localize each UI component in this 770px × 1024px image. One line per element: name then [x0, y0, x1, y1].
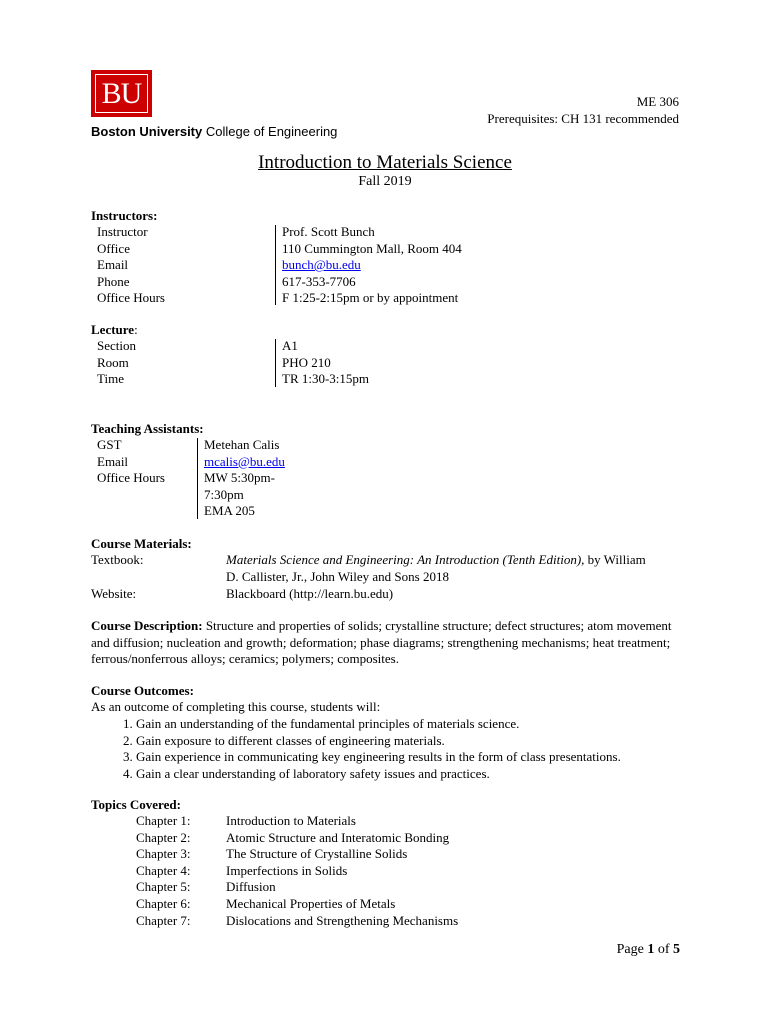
chapter-label: Chapter 7: [136, 912, 191, 928]
chapter-label: Chapter 2: [136, 829, 191, 845]
office-label: Office [97, 240, 130, 256]
outcome-item: 4. Gain a clear understanding of laboratory safety issues and practices. [136, 766, 681, 783]
room-label: Room [97, 354, 129, 370]
course-info [487, 93, 679, 127]
email-label: Email [97, 257, 129, 273]
chapter-label: Chapter 3: [136, 846, 191, 862]
divider [275, 225, 276, 305]
chapter-title: Imperfections in Solids [226, 862, 348, 878]
lecture-values [282, 338, 369, 388]
ta-email-label: Email [97, 453, 129, 469]
page-number [617, 942, 680, 958]
chapter-title: Mechanical Properties of Metals [226, 895, 396, 911]
outcomes-heading: Course Outcomes: [91, 683, 194, 698]
textbook-title: Materials Science and Engineering: An Introduction (Tenth Edition), [226, 552, 585, 567]
gst-label: GST [97, 437, 122, 452]
topics-heading: Topics Covered: [91, 797, 181, 812]
bu-logo [91, 70, 152, 117]
divider [197, 438, 198, 519]
textbook-label: Textbook: [91, 552, 144, 567]
outcome-item: 3. Gain experience in communicating key engineering results in the form of class presentations. [136, 749, 681, 766]
instructor-values [282, 224, 462, 307]
chapter-label: Chapter 1: [136, 813, 191, 828]
phone-label: Phone [97, 273, 130, 289]
course-code: ME 306 [636, 94, 679, 109]
college-label: College of Engineering [205, 124, 338, 139]
chapter-label: Chapter 6: [136, 895, 191, 911]
website-label: Website: [91, 586, 137, 601]
instructor-office: 110 Cummington Mall, Room 404 [282, 240, 462, 256]
textbook-line2: D. Callister, Jr., John Wiley and Sons 2018 [226, 569, 449, 584]
description-text: Structure and properties of solids; crystalline structure; defect structures; atom movement and diffusion; nucleation and growth; deformation; phase diagrams; strengthening mechanisms; heat treatment; ferrous/nonferrous alloys; ceramics; polymers; composites. [91, 618, 672, 667]
chapter-label: Chapter 5: [136, 879, 191, 895]
term: Fall 2019 [358, 174, 412, 189]
outcome-item: 1. Gain an understanding of the fundamental principles of materials science. [136, 716, 681, 733]
chapter-title: Dislocations and Strengthening Mechanisms [226, 912, 459, 928]
ta-heading: Teaching Assistants: [91, 421, 204, 436]
ta-name: Metehan Calis [204, 437, 280, 452]
lecture-time: TR 1:30-3:15pm [282, 371, 370, 387]
lecture-heading: Lecture [91, 322, 135, 337]
prerequisites: Prerequisites: CH 131 recommended [487, 111, 679, 126]
outcomes-list [91, 716, 681, 782]
office-hours-label: Office Hours [97, 290, 165, 306]
ta-hours-line1: MW 5:30pm- [204, 470, 275, 486]
chapter-title: Atomic Structure and Interatomic Bonding [226, 829, 450, 845]
chapter-title: Introduction to Materials [226, 813, 356, 828]
lecture-labels [97, 338, 136, 388]
instructor-email-link[interactable]: bunch@bu.edu [282, 257, 361, 273]
instructor-labels [97, 224, 165, 307]
divider [275, 339, 276, 387]
instructors-heading: Instructors: [91, 208, 158, 223]
bu-logo-mark: BU [95, 74, 148, 113]
outcomes-intro: As an outcome of completing this course, students will: [91, 699, 381, 714]
course-description [91, 618, 681, 668]
description-heading: Course Description: [91, 618, 203, 633]
college-name [91, 124, 337, 139]
chapter-label: Chapter 4: [136, 862, 191, 878]
page-title: Introduction to Materials Science [258, 152, 512, 173]
instructor-office-hours: F 1:25-2:15pm or by appointment [282, 290, 459, 306]
lecture-colon: : [134, 322, 138, 337]
ta-email-link[interactable]: mcalis@bu.edu [204, 453, 285, 469]
chapter-titles [226, 813, 458, 929]
lecture-section: A1 [282, 338, 298, 353]
website-value: Blackboard (http://learn.bu.edu) [226, 586, 394, 601]
ta-room: EMA 205 [204, 503, 255, 519]
time-label: Time [97, 371, 124, 387]
ta-labels [97, 437, 165, 487]
total-pages: 5 [673, 942, 680, 957]
textbook-author: by William [584, 552, 646, 567]
ta-office-hours-label: Office Hours [97, 470, 165, 486]
chapter-labels [136, 813, 191, 929]
chapter-title: The Structure of Crystalline Solids [226, 846, 408, 862]
instructor-name: Prof. Scott Bunch [282, 224, 375, 239]
of-word: of [654, 942, 673, 957]
lecture-heading-wrap [91, 322, 138, 338]
ta-values [204, 437, 285, 520]
section-label: Section [97, 338, 136, 353]
chapter-title: Diffusion [226, 879, 276, 895]
lecture-room: PHO 210 [282, 354, 331, 370]
ta-hours-line2: 7:30pm [204, 486, 244, 502]
university-name: Boston University [91, 124, 203, 139]
outcome-item: 2. Gain exposure to different classes of engineering materials. [136, 733, 681, 750]
materials-heading: Course Materials: [91, 536, 192, 551]
page-word: Page [616, 942, 648, 957]
outcomes-list-wrap [91, 716, 681, 782]
textbook-line1 [226, 552, 646, 568]
instructor-label: Instructor [97, 224, 148, 239]
current-page: 1 [647, 942, 655, 957]
instructor-phone: 617-353-7706 [282, 273, 356, 289]
